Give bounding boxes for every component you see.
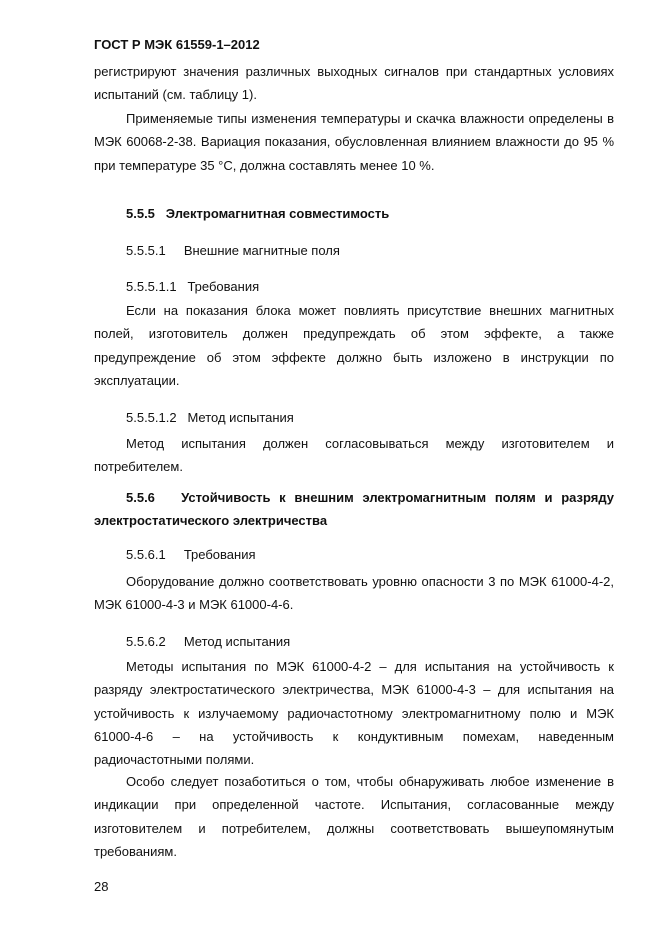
section-heading-5-5-5-1-1 — [94, 275, 646, 298]
paragraph-care: Особо следует позаботиться о том, чтобы обнаруживать любое изменение в индикации при определенной частоте. Испытания, согласованные между изготовителем и потребителем, должны соответствовать вышеупомянутым требованиям. — [94, 774, 614, 859]
section-title: Требования — [187, 279, 260, 294]
paragraph-equipment: Оборудование должно соответствовать уровню опасности 3 по МЭК 61000-4-2, МЭК 61000-4-3 и МЭК 61000-4-6. — [94, 574, 614, 613]
section-number: 5.5.5.1.1 — [126, 279, 177, 294]
section-heading-5-5-5 — [94, 202, 646, 225]
section-title: Метод испытания — [187, 410, 294, 425]
section-heading-5-5-6 — [94, 486, 614, 533]
section-title: Требования — [183, 547, 256, 562]
section-title: Метод испытания — [183, 634, 291, 649]
section-number: 5.5.5 — [126, 206, 155, 221]
section-heading-5-5-5-1-2 — [94, 406, 646, 429]
paragraph-continuation: регистрируют значения различных выходных сигналов при стандартных условиях испытаний (см. таблицу 1). — [94, 64, 614, 103]
paragraph-requirement: Если на показания блока может повлиять присутствие внешних магнитных полей, изготовитель должен предупреждать об этом эффекте, а также предупреждение об этом эффекте должно быть изложено в инструкции по эксплуатации. — [94, 303, 614, 388]
section-number: 5.5.6.2 — [126, 634, 166, 649]
section-number: 5.5.5.1.2 — [126, 410, 177, 425]
section-number: 5.5.5.1 — [126, 243, 166, 258]
section-heading-5-5-6-1 — [94, 543, 646, 566]
section-number: 5.5.6.1 — [126, 547, 166, 562]
paragraph-method: Метод испытания должен согласовываться между изготовителем и потребителем. — [94, 436, 614, 475]
section-title: Электромагнитная совместимость — [165, 206, 390, 221]
paragraph-test-methods: Методы испытания по МЭК 61000-4-2 – для испытания на устойчивость к разряду электростатического электричества, МЭК 61000-4-3 – для испытания на устойчивость к излучаемому радиочастотному электромагнитному полю и МЭК 61000-4-6 – на устойчивость к кондуктивным помехам, наведенным радиочастотными полями. — [94, 659, 614, 768]
standard-header: ГОСТ Р МЭК 61559-1–2012 — [94, 37, 260, 52]
section-title: Внешние магнитные поля — [183, 243, 340, 258]
paragraph-temperature: Применяемые типы изменения температуры и скачка влажности определены в МЭК 60068-2-38. Вариация показания, обусловленная влиянием влажности до 95 % при температуре 35 °С, должна составлять менее 10 %. — [94, 111, 614, 173]
section-title: Устойчивость к внешним электромагнитным полям и разряду электростатического электричества — [94, 490, 614, 529]
section-heading-5-5-6-2 — [94, 630, 646, 653]
section-heading-5-5-5-1 — [94, 239, 646, 262]
section-number: 5.5.6 — [126, 490, 155, 505]
page-number: 28 — [94, 879, 109, 894]
